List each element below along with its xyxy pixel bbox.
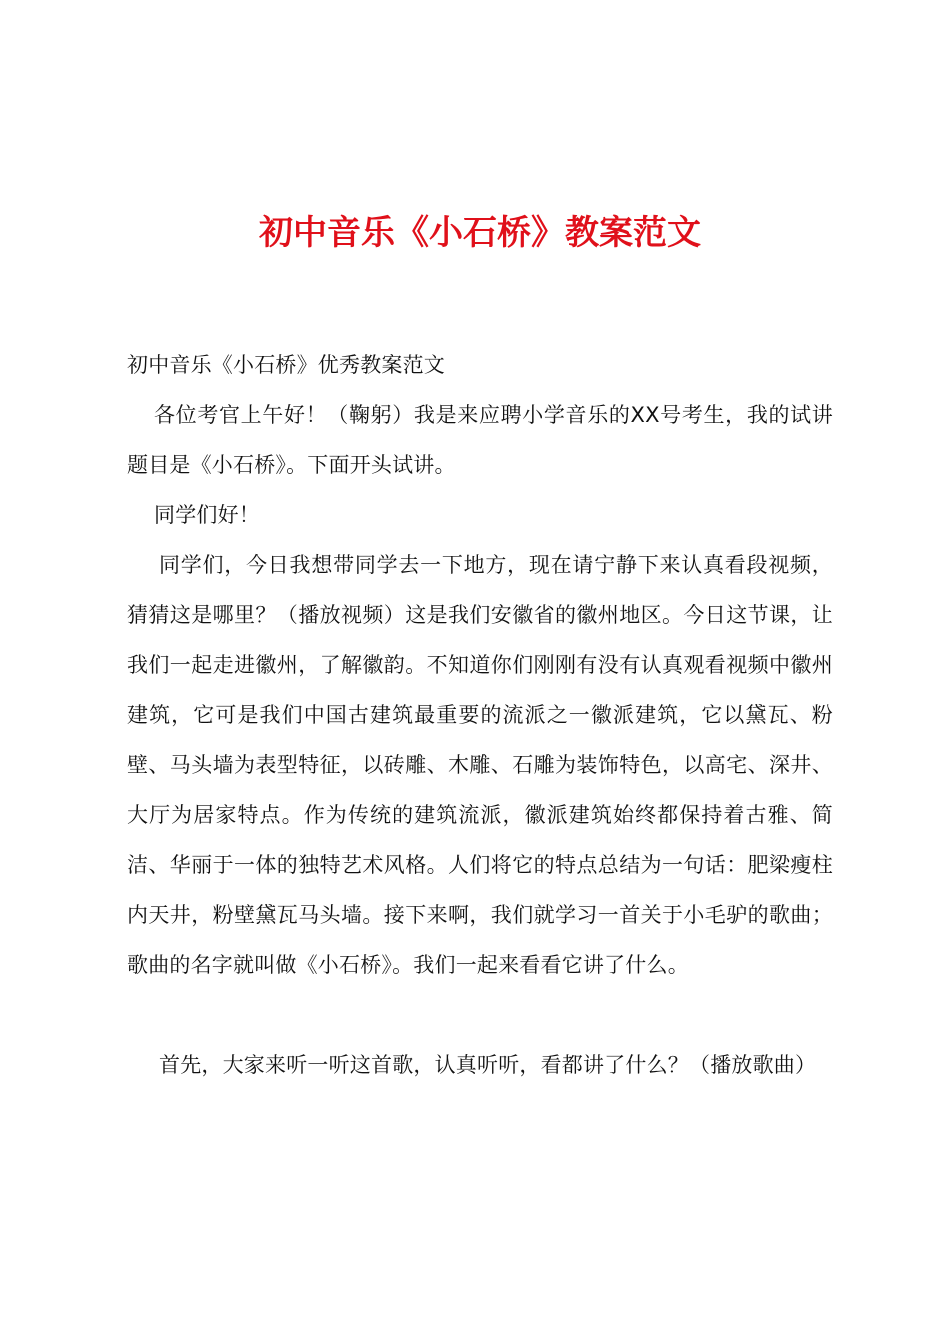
paragraph-listen-song: 首先，大家来听一听这首歌，认真听听，看都讲了什么？（播放歌曲） bbox=[159, 1053, 817, 1077]
paragraph-greeting-students: 同学们好！ bbox=[154, 503, 260, 527]
paragraph-introduction: 同学们，今日我想带同学去一下地方，现在请宁静下来认真看段视频，猜猜这是哪里？（播放视频）这是我们安徽省的徽州地区。今日这节课，让我们一起走进徽州，了解徽韵。不知道你们刚刚有没有认真观看视频中徽州建筑，它可是我们中国古建筑最重要的流派之一徽派建筑，它以黛瓦、粉壁、马头墙为表型特征，以砖雕、木雕、石雕为装饰特色，以高宅、深井、大厅为居家特点。作为传统的建筑流派，徽派建筑始终都保持着古雅、简洁、华丽于一体的独特艺术风格。人们将它的特点总结为一句话：肥梁瘦柱内天井，粉壁黛瓦马头墙。接下来啊，我们就学习一首关于小毛驴的歌曲；歌曲的名字就叫做《小石桥》。我们一起来看看它讲了什么。 bbox=[127, 553, 833, 977]
paragraph-greeting-examiners: 各位考官上午好！（鞠躬）我是来应聘小学音乐的XX号考生，我的试讲题目是《小石桥》。下面开头试讲。 bbox=[127, 403, 833, 477]
document-title: 初中音乐《小石桥》教案范文 bbox=[259, 213, 701, 253]
document-subtitle: 初中音乐《小石桥》优秀教案范文 bbox=[127, 353, 445, 377]
